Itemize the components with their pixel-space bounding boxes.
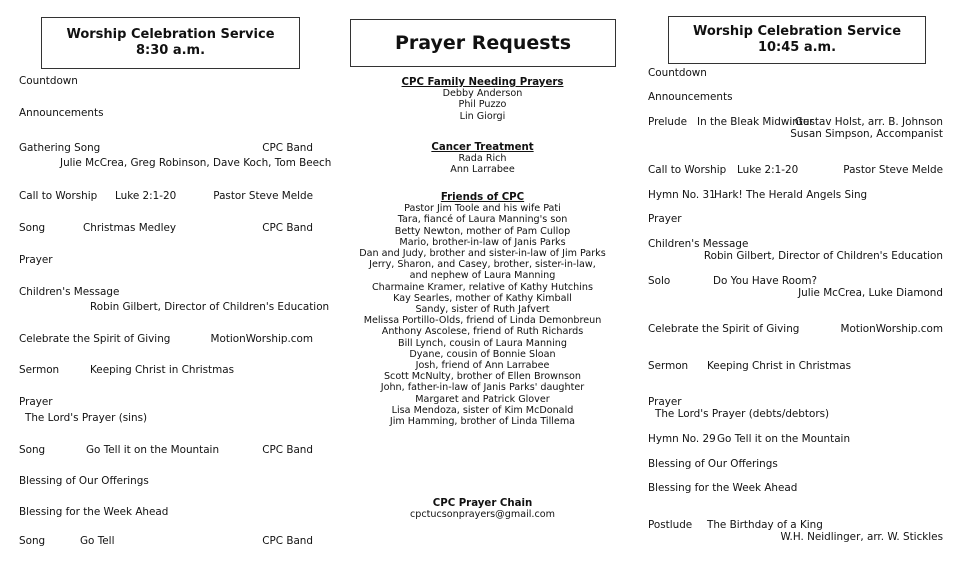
sermon-item — [19, 364, 235, 377]
announcements-item: Announcements — [19, 107, 104, 119]
cancer-list — [340, 153, 625, 175]
cancer-prayer-name: Ann Larrabee — [450, 164, 515, 176]
childrens-message-item: Children's Message — [19, 286, 120, 298]
lords-prayer: The Lord's Prayer (sins) — [25, 412, 148, 424]
giving-source: MotionWorship.com — [210, 333, 313, 345]
prelude-accompanist: Susan Simpson, Accompanist — [790, 128, 943, 140]
childrens-message-leader: Robin Gilbert, Director of Children's Education — [703, 250, 943, 262]
friend-prayer-entry: Tara, fiancé of Laura Manning's son — [397, 214, 568, 226]
cancer-heading: Cancer Treatment — [431, 142, 534, 153]
song-label: Song — [19, 222, 46, 234]
friends-list — [340, 203, 625, 427]
prayer-requests-title: Prayer Requests — [394, 32, 572, 54]
prayer-item: Prayer — [19, 254, 53, 266]
giving-item — [19, 333, 313, 346]
gathering-song-label: Gathering Song — [19, 142, 101, 154]
lords-prayer: The Lord's Prayer (debts/debtors) — [655, 408, 830, 420]
song2-performer: CPC Band — [262, 444, 313, 456]
sermon-item — [648, 360, 852, 373]
postlude-item — [648, 519, 823, 532]
sermon-title: Keeping Christ in Christmas — [707, 360, 852, 372]
hymn-29-label: Hymn No. 29 — [648, 433, 716, 445]
hymn-29-title: Go Tell it on the Mountain — [717, 433, 851, 445]
blessing-week-item: Blessing for the Week Ahead — [19, 506, 169, 518]
countdown-item: Countdown — [19, 75, 78, 87]
giving-source: MotionWorship.com — [840, 323, 943, 335]
friend-prayer-entry: Lisa Mendoza, sister of Kim McDonald — [391, 404, 574, 416]
friend-prayer-entry: Kay Searles, mother of Kathy Kimball — [393, 292, 572, 304]
friend-prayer-entry: Betty Newton, mother of Pam Cullop — [394, 225, 571, 237]
call-to-worship-item — [19, 190, 313, 203]
prelude-composer: Gustav Holst, arr. B. Johnson — [794, 116, 943, 128]
friend-prayer-entry: Melissa Portillo-Olds, friend of Linda Demonbreun — [363, 315, 602, 327]
hymn-29-item — [648, 433, 851, 446]
call-to-worship-label: Call to Worship — [19, 190, 98, 202]
friend-prayer-entry: Pastor Jim Toole and his wife Pati — [404, 203, 561, 215]
family-prayer-name: Debby Anderson — [442, 88, 523, 100]
early-service-title: Worship Celebration Service — [66, 27, 275, 42]
postlude-composer: W.H. Neidlinger, arr. W. Stickles — [780, 531, 943, 543]
song2-label: Song — [19, 444, 46, 456]
song3-label: Song — [19, 535, 46, 547]
family-prayer-name: Lin Giorgi — [459, 110, 506, 122]
prayer2-item: Prayer — [648, 396, 682, 408]
early-service-title-box — [41, 17, 300, 69]
friend-prayer-entry: and nephew of Laura Manning — [409, 270, 556, 282]
sermon-label: Sermon — [19, 364, 60, 376]
song-go-tell-mountain-item — [19, 444, 313, 457]
friend-prayer-entry: Anthony Ascolese, friend of Ruth Richards — [381, 326, 584, 338]
solo-title: Do You Have Room? — [713, 275, 818, 287]
childrens-message-item: Children's Message — [648, 238, 749, 250]
giving-label: Celebrate the Spirit of Giving — [19, 333, 171, 345]
friend-prayer-entry: Dan and Judy, brother and sister-in-law of Jim Parks — [359, 248, 606, 260]
prayer-chain-email[interactable]: cpctucsonprayers@gmail.com — [410, 509, 555, 521]
late-service-time: 10:45 a.m. — [757, 40, 837, 55]
call-to-worship-label: Call to Worship — [648, 164, 727, 176]
sermon-title: Keeping Christ in Christmas — [90, 364, 235, 376]
friends-section — [340, 192, 625, 427]
late-service-title-box — [668, 16, 926, 64]
song-christmas-medley-item — [19, 222, 313, 235]
gathering-song-item — [19, 142, 313, 155]
call-to-worship-scripture: Luke 2:1-20 — [737, 164, 799, 176]
friends-heading: Friends of CPC — [440, 192, 525, 203]
friend-prayer-entry: Dyane, cousin of Bonnie Sloan — [409, 348, 556, 360]
late-service-title: Worship Celebration Service — [692, 24, 902, 39]
friend-prayer-entry: Mario, brother-in-law of Janis Parks — [399, 236, 566, 248]
call-to-worship-item — [648, 164, 943, 177]
friend-prayer-entry: Jim Hamming, brother of Linda Tillema — [389, 416, 576, 428]
prayer-chain-heading: CPC Prayer Chain — [432, 498, 533, 509]
prelude-title: In the Bleak Midwinter — [697, 116, 814, 128]
song-performer: CPC Band — [262, 222, 313, 234]
hymn-31-item — [648, 189, 868, 202]
giving-label: Celebrate the Spirit of Giving — [648, 323, 800, 335]
song-go-tell-item — [19, 535, 313, 548]
family-list — [340, 88, 625, 122]
song-title: Christmas Medley — [83, 222, 177, 234]
sermon-label: Sermon — [648, 360, 689, 372]
friend-prayer-entry: Sandy, sister of Ruth Jafvert — [415, 304, 550, 316]
cancer-prayer-name: Rada Rich — [458, 153, 507, 165]
gathering-song-performer: CPC Band — [262, 142, 313, 154]
early-service-time: 8:30 a.m. — [135, 43, 206, 58]
family-section — [340, 77, 625, 122]
friend-prayer-entry: Bill Lynch, cousin of Laura Manning — [398, 337, 567, 349]
friend-prayer-entry: Scott McNulty, brother of Ellen Brownson — [383, 371, 582, 383]
prelude-label: Prelude — [648, 116, 687, 128]
hymn-31-title: Hark! The Herald Angels Sing — [714, 189, 868, 201]
early-service-column — [0, 0, 330, 586]
giving-item — [648, 323, 943, 336]
late-service-column — [640, 0, 965, 586]
friend-prayer-entry: Jerry, Sharon, and Casey, brother, sister-in-law, — [369, 259, 596, 271]
call-to-worship-leader: Pastor Steve Melde — [213, 190, 313, 202]
prayer-requests-title-box — [350, 19, 616, 67]
song2-title: Go Tell it on the Mountain — [86, 444, 220, 456]
friend-prayer-entry: Margaret and Patrick Glover — [415, 393, 550, 405]
gathering-song-musicians: Julie McCrea, Greg Robinson, Dave Koch, Tom Beech — [60, 157, 332, 169]
solo-item — [648, 275, 818, 288]
prayer-requests-column — [340, 0, 625, 586]
friend-prayer-entry: Charmaine Kramer, relative of Kathy Hutchins — [371, 281, 594, 293]
blessing-offerings-item: Blessing of Our Offerings — [19, 475, 149, 487]
blessing-offerings-item: Blessing of Our Offerings — [648, 458, 778, 470]
solo-performers: Julie McCrea, Luke Diamond — [798, 287, 943, 299]
song3-title: Go Tell — [80, 535, 115, 547]
song3-performer: CPC Band — [262, 535, 313, 547]
call-to-worship-scripture: Luke 2:1-20 — [115, 190, 177, 202]
countdown-item: Countdown — [648, 67, 707, 79]
friend-prayer-entry: John, father-in-law of Janis Parks' daughter — [380, 382, 585, 394]
family-heading: CPC Family Needing Prayers — [401, 77, 564, 88]
friend-prayer-entry: Josh, friend of Ann Larrabee — [415, 360, 550, 372]
family-prayer-name: Phil Puzzo — [458, 99, 507, 111]
prayer2-item: Prayer — [19, 396, 53, 408]
cancer-section — [340, 142, 625, 176]
postlude-title: The Birthday of a King — [707, 519, 823, 531]
announcements-item: Announcements — [648, 91, 733, 103]
blessing-week-item: Blessing for the Week Ahead — [648, 482, 798, 494]
hymn-31-label: Hymn No. 31 — [648, 189, 716, 201]
prayer-item: Prayer — [648, 213, 682, 225]
solo-label: Solo — [648, 275, 671, 287]
prayer-chain-section — [340, 498, 625, 520]
childrens-message-leader: Robin Gilbert, Director of Children's Education — [90, 301, 330, 313]
postlude-label: Postlude — [648, 519, 693, 531]
call-to-worship-leader: Pastor Steve Melde — [843, 164, 943, 176]
